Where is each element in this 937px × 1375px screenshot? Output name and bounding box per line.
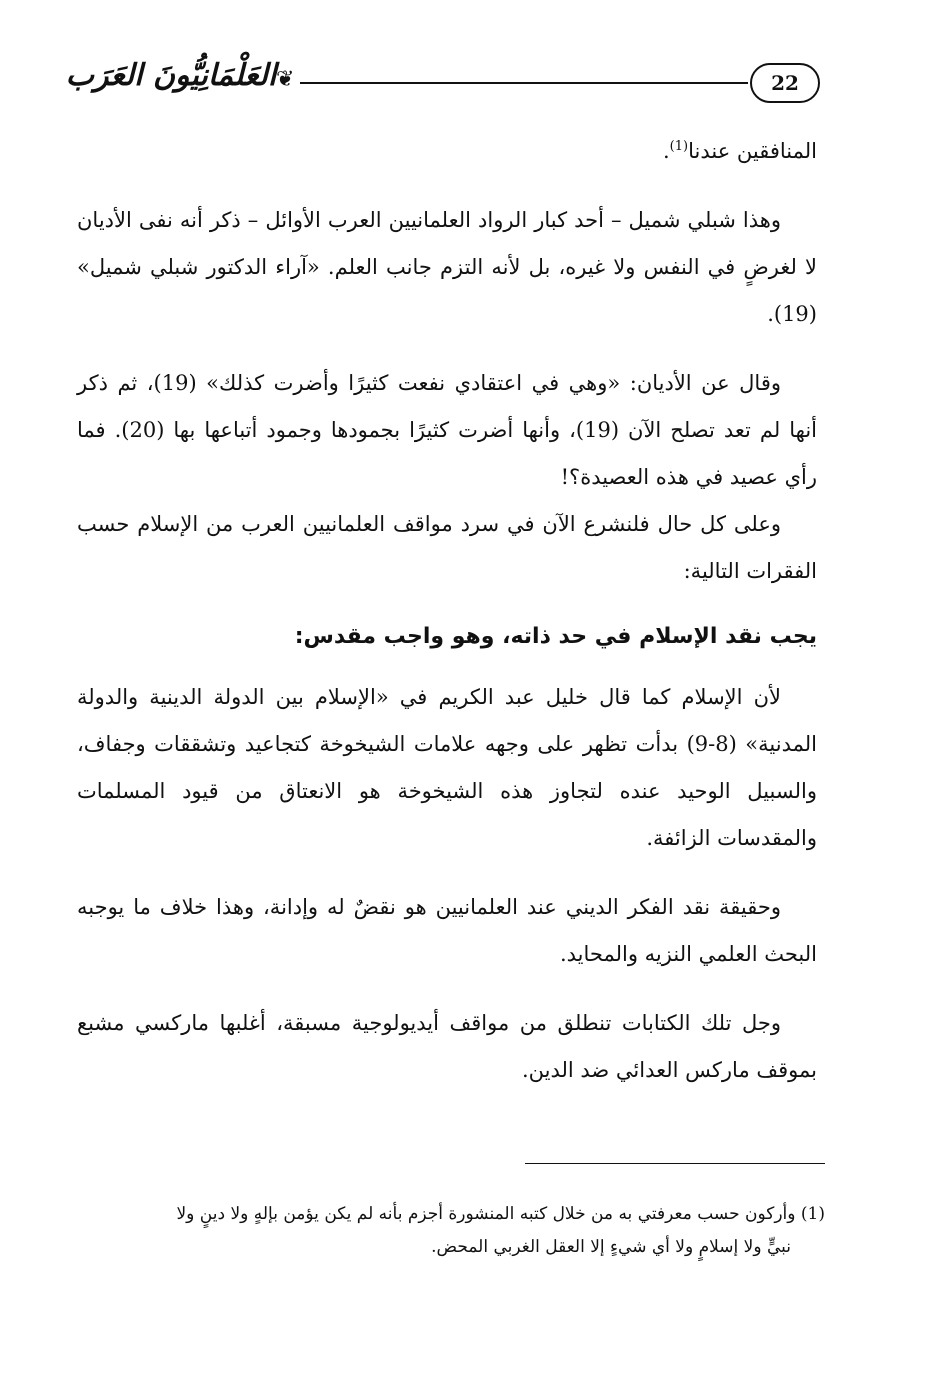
footnote-separator (525, 1163, 825, 1164)
page-number: 22 (750, 63, 820, 103)
paragraph-2: وهذا شبلي شميل – أحد كبار الرواد العلمانيين العرب الأوائل – ذكر أنه نفى الأديان لا لغرضٍ في النفس ولا غيره، بل لأنه التزم جانب العلم. «آراء الدكتور شبلي شميل» (19). (77, 208, 817, 326)
paragraph-1 (77, 128, 817, 175)
footnote-number: (1) (800, 1204, 825, 1224)
footnote-ref: (1) (669, 139, 689, 154)
footnote-continuation: نبيٍّ ولا إسلامٍ ولا أي شيءٍ إلا العقل الغربي المحض. (431, 1237, 791, 1257)
paragraph-1-text: المنافقين عندنا (688, 139, 817, 163)
ornament-icon: ❦ (276, 67, 295, 92)
header-rule (300, 82, 748, 84)
footnote (85, 1198, 825, 1264)
page-header (60, 55, 820, 115)
book-title: العَلْمَانِيُّونَ العَرَب (65, 58, 277, 93)
paragraph-3: وقال عن الأديان: «وهي في اعتقادي نفعت كثيرًا وأضرت كذلك» (19)، ثم ذكر أنها لم تعد تصلح الآن (19)، وأنها أضرت كثيرًا بجمودها وجمود أتباعها بها (20). فما رأي عصيد في هذه العصيدة؟! (77, 371, 818, 489)
paragraph-5: لأن الإسلام كما قال خليل عبد الكريم في «الإسلام بين الدولة الدينية والدولة المدنية» (8-9) بدأت تظهر على وجهه علامات الشيخوخة كتجاعيد وتشققات وجفاف، والسبيل الوحيد عنده لتجاوز هذه الشيخوخة هو الانعتاق من قيود المسلمات والمقدسات الزائفة. (77, 685, 817, 850)
footnote-text: وأركون حسب معرفتي به من خلال كتبه المنشورة أجزم بأنه لم يكن يؤمن بإلهٍ ولا دينٍ ولا (176, 1204, 796, 1224)
footnote-line-1 (85, 1198, 825, 1231)
paragraph-7: وجل تلك الكتابات تنطلق من مواقف أيديولوجية مسبقة، أغلبها ماركسي مشبع بموقف ماركس العدائي ضد الدين. (77, 1011, 817, 1082)
paragraph-1-end: . (662, 139, 670, 163)
paragraph-4: وعلى كل حال فلنشرع الآن في سرد مواقف العلمانيين العرب من الإسلام حسب الفقرات التالية: (77, 512, 817, 583)
section-heading: يجب نقد الإسلام في حد ذاته، وهو واجب مقدس: (294, 624, 817, 649)
body-text (77, 128, 817, 1094)
paragraph-6: وحقيقة نقد الفكر الديني عند العلمانيين هو نقضٌ له وإدانة، وهذا خلاف ما يوجبه البحث العلمي النزيه والمحايد. (77, 895, 817, 966)
